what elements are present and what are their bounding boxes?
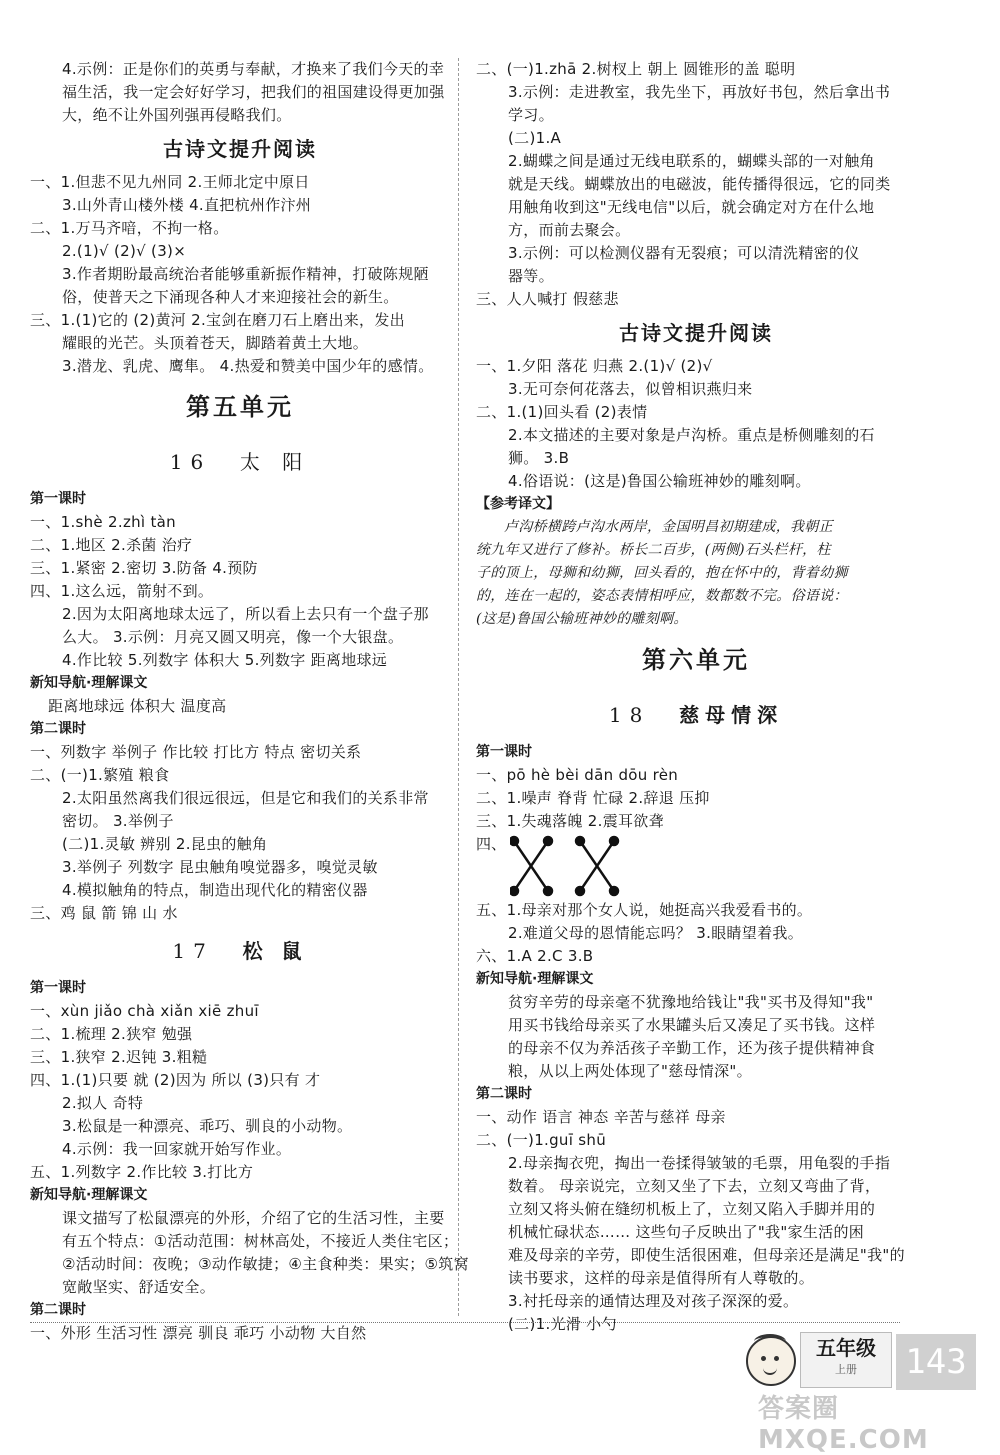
answer-line: 2.本文描述的主要对象是卢沟桥。重点是桥侧雕刻的石 xyxy=(508,426,875,444)
left-column xyxy=(30,58,469,1345)
answer-line: 三、1.失魂落魄 2.震耳欲聋 xyxy=(476,812,664,830)
answer-line: 二、1.(1)回头看 (2)表情 xyxy=(476,403,648,421)
subsection-heading: 第二课时 xyxy=(476,1086,532,1102)
answer-line: 器等。 xyxy=(508,267,554,285)
answer-line: 2.因为太阳离地球太远了，所以看上去只有一个盘子那 xyxy=(62,605,429,623)
answer-line: 方，而前去聚会。 xyxy=(508,221,631,239)
answer-line: 一、动作 语言 神态 辛苦与慈祥 母亲 xyxy=(476,1108,726,1126)
l16-session1 xyxy=(30,511,450,672)
answer-line: 机械忙碌状态…… 这些句子反映出了"我"家生活的困 xyxy=(508,1223,865,1241)
answer-line: 狮。 3.B xyxy=(508,449,570,467)
page-footer xyxy=(738,1330,988,1455)
answer-line: 读书要求，这样的母亲是值得所有人尊敬的。 xyxy=(508,1269,815,1287)
subsection-heading: 新知导航·理解课文 xyxy=(30,1187,148,1203)
answer-line: 立刻又将头俯在缝纫机板上了，立刻又陷入手脚并用的 xyxy=(508,1200,876,1218)
answer-line: 么大。 3.示例：月亮又圆又明亮，像一个大银盘。 xyxy=(62,628,404,646)
answer-line: 二、1.噪声 脊背 忙碌 2.辞退 压抑 xyxy=(476,789,710,807)
answer-line: 三、1.紧密 2.密切 3.防备 4.预防 xyxy=(30,559,258,577)
answer-line: (这是)鲁国公输班神妙的雕刻啊。 xyxy=(476,611,688,627)
column-divider xyxy=(458,58,459,1316)
poem-answers xyxy=(476,355,916,493)
l17-guide xyxy=(30,1207,469,1299)
lesson-name: 慈母情深 xyxy=(679,703,784,727)
subsection-heading: 新知导航·理解课文 xyxy=(30,675,148,691)
l17-session1 xyxy=(30,1000,450,1184)
intro-block xyxy=(30,58,450,127)
answer-line: 一、外形 生活习性 漂亮 驯良 乖巧 小动物 大自然 xyxy=(30,1324,367,1342)
answer-line: 五、1.列数字 2.作比较 3.打比方 xyxy=(30,1163,254,1181)
answer-line: 一、xùn jiǎo chà xiǎn xiē zhuī xyxy=(30,1002,259,1020)
answer-line: 3.潜龙、乳虎、鹰隼。 4.热爱和赞美中国少年的感情。 xyxy=(62,357,434,375)
answer-line: 二、(一)1.guī shū xyxy=(476,1131,607,1149)
answer-line: 4.作比较 5.列数字 体积大 5.列数字 距离地球远 xyxy=(62,651,388,669)
answer-line: 课文描写了松鼠漂亮的外形，介绍了它的生活习性，主要 xyxy=(62,1209,445,1227)
answer-line: 4.俗语说：(这是)鲁国公输班神妙的雕刻啊。 xyxy=(508,472,811,490)
answer-line: 2.太阳虽然离我们很远很远，但是它和我们的关系非常 xyxy=(62,789,429,807)
answer-line: 3.山外青山楼外楼 4.直把杭州作汴州 xyxy=(62,196,312,214)
l16-session2 xyxy=(30,741,450,925)
answer-line: 2.蝴蝶之间是通过无线电联系的，蝴蝶头部的一对触角 xyxy=(508,152,875,170)
answer-line: 的，连在一起的，姿态表情相呼应，数都数不完。俗语说： xyxy=(476,588,848,604)
watermark-logo: 答案圈 MXQE.COM xyxy=(758,1394,929,1455)
answer-line: 3.举例子 列数字 昆虫触角嗅觉器多，嗅觉灵敏 xyxy=(62,858,378,876)
matching-lines-figure xyxy=(510,835,640,897)
answer-line: 学习。 xyxy=(508,106,554,124)
answer-line: 贫穷辛劳的母亲毫不犹豫地给钱让"我"买书及得知"我" xyxy=(508,993,874,1011)
page-number: 143 xyxy=(896,1334,976,1390)
answer-line: 2.难道父母的恩情能忘吗？ 3.眼睛望着我。 xyxy=(508,924,803,942)
lesson-number: 16 xyxy=(169,450,212,474)
subsection-heading: 第一课时 xyxy=(30,491,86,507)
answer-line: 一、1.夕阳 落花 归燕 2.(1)√ (2)√ xyxy=(476,357,713,375)
top-answers xyxy=(476,58,916,311)
reference-translation xyxy=(476,516,916,631)
subsection-heading: 第一课时 xyxy=(476,744,532,760)
answer-line: 二、1.梳理 2.狭窄 勉强 xyxy=(30,1025,193,1043)
section-title-poem: 古诗文提升阅读 xyxy=(163,137,317,161)
answer-line: 四、1.(1)只要 就 (2)因为 所以 (3)只有 才 xyxy=(30,1071,321,1089)
answer-line: 2.(1)√ (2)√ (3)× xyxy=(62,242,187,260)
l18-session2 xyxy=(476,1106,916,1336)
answer-line: (二)1.A xyxy=(508,129,562,147)
answer-line: 耀眼的光芒。头顶着苍天，脚踏着黄土大地。 xyxy=(62,334,369,352)
answer-line: 三、人人喊打 假慈悲 xyxy=(476,290,619,308)
answer-line: 四、1.这么远，箭射不到。 xyxy=(30,582,214,600)
lesson-number: 17 xyxy=(172,939,214,963)
matching-label: 四、 xyxy=(476,835,507,853)
answer-line: 五、1.母亲对那个女人说，她挺高兴我爱看书的。 xyxy=(476,901,813,919)
l17-session2 xyxy=(30,1322,450,1345)
answer-line: 距离地球远 体积大 温度高 xyxy=(48,697,227,715)
lesson-title-17 xyxy=(30,925,450,977)
answer-line: 一、列数字 举例子 作比较 打比方 特点 密切关系 xyxy=(30,743,362,761)
translation-heading: 【参考译文】 xyxy=(476,496,560,512)
answer-line: 大，绝不让外国列强再侵略我们。 xyxy=(62,106,292,124)
unit-title-6: 第六单元 xyxy=(642,646,750,674)
answer-line: 宽敞坚实、舒适安全。 xyxy=(62,1278,216,1296)
answer-line: 难及母亲的辛劳，即使生活很困难，但母亲还是满足"我"的 xyxy=(508,1246,905,1264)
answer-line: 二、1.万马齐喑，不拘一格。 xyxy=(30,219,229,237)
answer-line: 3.衬托母亲的通情达理及对孩子深深的爱。 xyxy=(508,1292,799,1310)
l18-session1 xyxy=(476,764,916,833)
answer-line: 三、1.(1)它的 (2)黄河 2.宝剑在磨刀石上磨出来，发出 xyxy=(30,311,405,329)
answer-line: 4.示例：正是你们的英勇与奉献，才换来了我们今天的幸 xyxy=(62,60,445,78)
lesson-title-18 xyxy=(476,689,916,741)
answer-line: 3.示例：走进教室，我先坐下，再放好书包，然后拿出书 xyxy=(508,83,891,101)
lesson-title-16 xyxy=(30,436,450,488)
lesson-name: 太 阳 xyxy=(239,450,311,474)
answer-line: 一、1.但悲不见九州同 2.王师北定中原日 xyxy=(30,173,310,191)
answer-line: 福生活，我一定会好好学习，把我们的祖国建设得更加强 xyxy=(62,83,445,101)
answer-line: 有五个特点：①活动范围：树林高处，不接近人类住宅区； xyxy=(62,1232,459,1250)
l18-guide xyxy=(476,991,916,1083)
answer-line: 2.母亲掏衣兜，掏出一卷揉得皱皱的毛票，用龟裂的手指 xyxy=(508,1154,891,1172)
answer-line: 子的顶上，母狮和幼狮，回头看的，抱在怀中的，背着幼狮 xyxy=(476,565,848,581)
answer-line: 三、鸡 鼠 箭 锦 山 水 xyxy=(30,904,178,922)
answer-line: 俗，使普天之下涌现各种人才来迎接社会的新生。 xyxy=(62,288,399,306)
answer-line: (二)1.灵敏 辨别 2.昆虫的触角 xyxy=(62,835,268,853)
subsection-heading: 第二课时 xyxy=(30,721,86,737)
answer-line: 卢沟桥横跨卢沟水两岸，金国明昌初期建成，我朝正 xyxy=(504,519,833,535)
answer-line: 用买书钱给母亲买了水果罐头后又凑足了买书钱。这样 xyxy=(508,1016,876,1034)
answer-line: 4.模拟触角的特点，制造出现代化的精密仪器 xyxy=(62,881,368,899)
answer-line: 就是天线。蝴蝶放出的电磁波，能传播得很远，它的同类 xyxy=(508,175,891,193)
right-column xyxy=(476,58,916,1336)
matching-exercise xyxy=(476,833,916,899)
answer-line: 一、1.shè 2.zhì tàn xyxy=(30,513,176,531)
answer-line: 3.无可奈何花落去，似曾相识燕归来 xyxy=(508,380,753,398)
answer-line: ②活动时间：夜晚；③动作敏捷；④主食种类：果实；⑤筑窝 xyxy=(62,1255,469,1273)
l18-session1-cont xyxy=(476,899,916,968)
answer-line: 3.松鼠是一种漂亮、乖巧、驯良的小动物。 xyxy=(62,1117,353,1135)
subsection-heading: 第二课时 xyxy=(30,1302,86,1318)
answer-line: (二)1.光滑 小勺 xyxy=(508,1315,617,1333)
answer-line: 密切。 3.举例子 xyxy=(62,812,174,830)
grade-label: 五年级 上册 xyxy=(800,1332,892,1388)
answer-line: 的母亲不仅为养活孩子辛勤工作，还为孩子提供精神食 xyxy=(508,1039,876,1057)
answer-line: 二、(一)1.繁殖 粮食 xyxy=(30,766,170,784)
answer-line: 统九年又进行了修补。桥长二百步，(两侧)石头栏杆，柱 xyxy=(476,542,831,558)
answer-line: 3.示例：可以检测仪器有无裂痕；可以清洗精密的仪 xyxy=(508,244,860,262)
footer-rule xyxy=(30,1322,900,1323)
answer-line: 六、1.A 2.C 3.B xyxy=(476,947,594,965)
answer-line: 4.示例：我一回家就开始写作业。 xyxy=(62,1140,292,1158)
subsection-heading: 第一课时 xyxy=(30,980,86,996)
cartoon-face-icon xyxy=(746,1336,796,1386)
lesson-name: 松 鼠 xyxy=(242,939,308,963)
answer-line: 用触角收到这"无线电信"以后，就会确定对方在什么地 xyxy=(508,198,875,216)
answer-line: 数着。 母亲说完，立刻又坐了下去，立刻又弯曲了背， xyxy=(508,1177,881,1195)
answer-line: 二、1.地区 2.杀菌 治疗 xyxy=(30,536,193,554)
section-title-poem: 古诗文提升阅读 xyxy=(619,321,773,345)
answer-line: 一、pō hè bèi dān dōu rèn xyxy=(476,766,679,784)
subsection-heading: 新知导航·理解课文 xyxy=(476,971,594,987)
answer-line: 二、(一)1.zhā 2.树杈上 朝上 圆锥形的盖 聪明 xyxy=(476,60,796,78)
answer-line: 2.拟人 奇特 xyxy=(62,1094,144,1112)
lesson-number: 18 xyxy=(608,703,651,727)
unit-title-5: 第五单元 xyxy=(186,393,294,421)
poem-answers xyxy=(30,171,450,378)
answer-line: 粮，从以上两处体现了"慈母情深"。 xyxy=(508,1062,752,1080)
answer-line: 三、1.狭窄 2.迟钝 3.粗糙 xyxy=(30,1048,208,1066)
answer-line: 3.作者期盼最高统治者能够重新振作精神，打破陈规陋 xyxy=(62,265,429,283)
